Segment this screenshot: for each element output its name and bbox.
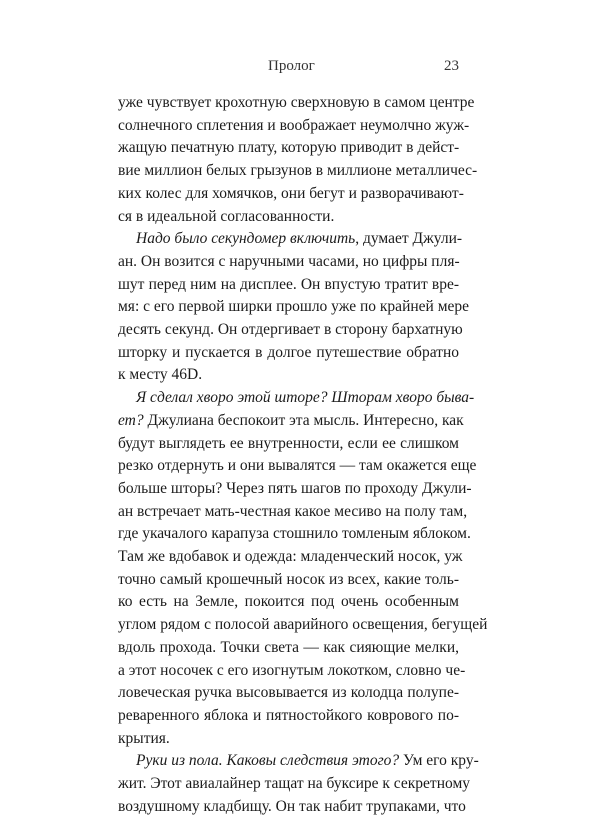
text-line [118,660,466,683]
text-run: где укачалого карапуза стошнило томленым яблоком. [118,525,471,543]
text-run: Там же вдобавок и одежда: младенческий носок, уж [118,548,463,566]
text-line [118,796,466,819]
text-line [118,682,459,705]
text-run: точно самый крошечный носок из всех, какие толь- [118,570,459,588]
text-run: вдоль прохода. Точки света — как сияющие мелки, [118,638,459,656]
text-line [118,387,475,410]
text-run: ко есть на Земле, покоится под очень особенным [118,593,459,611]
text-line [118,455,477,478]
text-run: резко отдернуть и они вывалятся — там окажется еще [118,457,477,475]
text-run: реваренного яблока и пятностойкого коврового по- [118,706,459,724]
text-run: жит. Этот авиалайнер тащат на буксире к секретному [118,775,470,793]
text-run: уже чувствует крохотную сверхновую в самом центре [118,94,475,111]
italic-text: ет? [118,411,144,429]
text-run: больше шторы? Через пять шагов по проходу Джули- [118,479,472,497]
text-run: солнечного сплетения и воображает неумолчно жуж- [118,116,470,134]
text-line [118,637,459,660]
text-line [118,92,475,115]
paragraph [118,387,488,750]
body-text [118,92,488,819]
text-run: ся в идеальной согласованности. [118,207,335,225]
text-line [118,728,459,751]
text-line [118,115,470,138]
text-run: а этот носочек с его изогнутым локотком, словно че- [118,661,466,679]
text-run: Джулиана беспокоит эта мысль. Интересно, как [143,411,464,429]
text-run: ан встречает мать-честная какое месиво на полу там, [118,502,468,520]
text-line [118,296,470,319]
text-line [118,750,479,773]
text-line [118,137,459,160]
text-line [118,773,470,796]
text-run: углом рядом с полосой аварийного освещения, бегущей [118,616,488,634]
text-line [118,546,463,569]
text-line [118,523,471,546]
text-line [118,614,488,637]
text-run: крытия. [118,729,170,747]
text-line [118,319,463,342]
paragraph [118,228,470,387]
text-line [118,183,464,206]
chapter-title: Пролог [268,58,315,74]
page-number: 23 [444,58,459,74]
text-line [118,478,472,501]
text-run: ан. Он возится с наручными часами, но цифры пля- [118,252,460,270]
text-line [118,251,459,274]
text-run: жащую печатную плату, которую приводит в дейст- [118,139,460,157]
text-run: шут перед ним на дисплее. Он впустую тратит вре- [118,275,459,293]
text-line [118,501,468,524]
text-line [118,342,459,365]
text-run: к месту 46D. [118,366,203,384]
text-line [118,274,459,297]
text-run: ловеческая ручка высовывается из колодца полупе- [118,684,459,702]
text-line [118,228,463,251]
text-line [118,591,459,614]
paragraph [118,750,479,818]
text-line [118,410,464,433]
text-line [118,569,459,592]
italic-text: Я сделал хворо этой шторе? Шторам хворо быва- [136,389,475,407]
italic-text: Руки из пола. Каковы следствия этого? [136,752,400,770]
text-run: шторку и пускается в долгое путешествие обратно [118,343,459,361]
text-run: воздушному кладбищу. Он так набит трупаками, что [118,797,466,815]
text-run: десять секунд. Он отдергивает в сторону бархатную [118,321,463,339]
text-run: , думает Джули- [355,230,463,248]
text-run: ких колес для хомячков, они бегут и разворачивают- [118,184,464,202]
text-line [118,364,459,387]
text-line [118,705,459,728]
text-run: Ум его кру- [399,752,479,770]
paragraph [118,92,478,228]
text-line [118,160,478,183]
text-run: будут выглядеть ее внутренности, если ее слишком [118,434,459,452]
italic-text: Надо было секундомер включить [136,230,356,248]
text-run: вие миллион белых грызунов в миллионе металличес- [118,162,478,180]
text-line [118,433,459,456]
text-line [118,206,459,229]
text-run: мя: с его первой ширки прошло уже по крайней мере [118,298,470,316]
